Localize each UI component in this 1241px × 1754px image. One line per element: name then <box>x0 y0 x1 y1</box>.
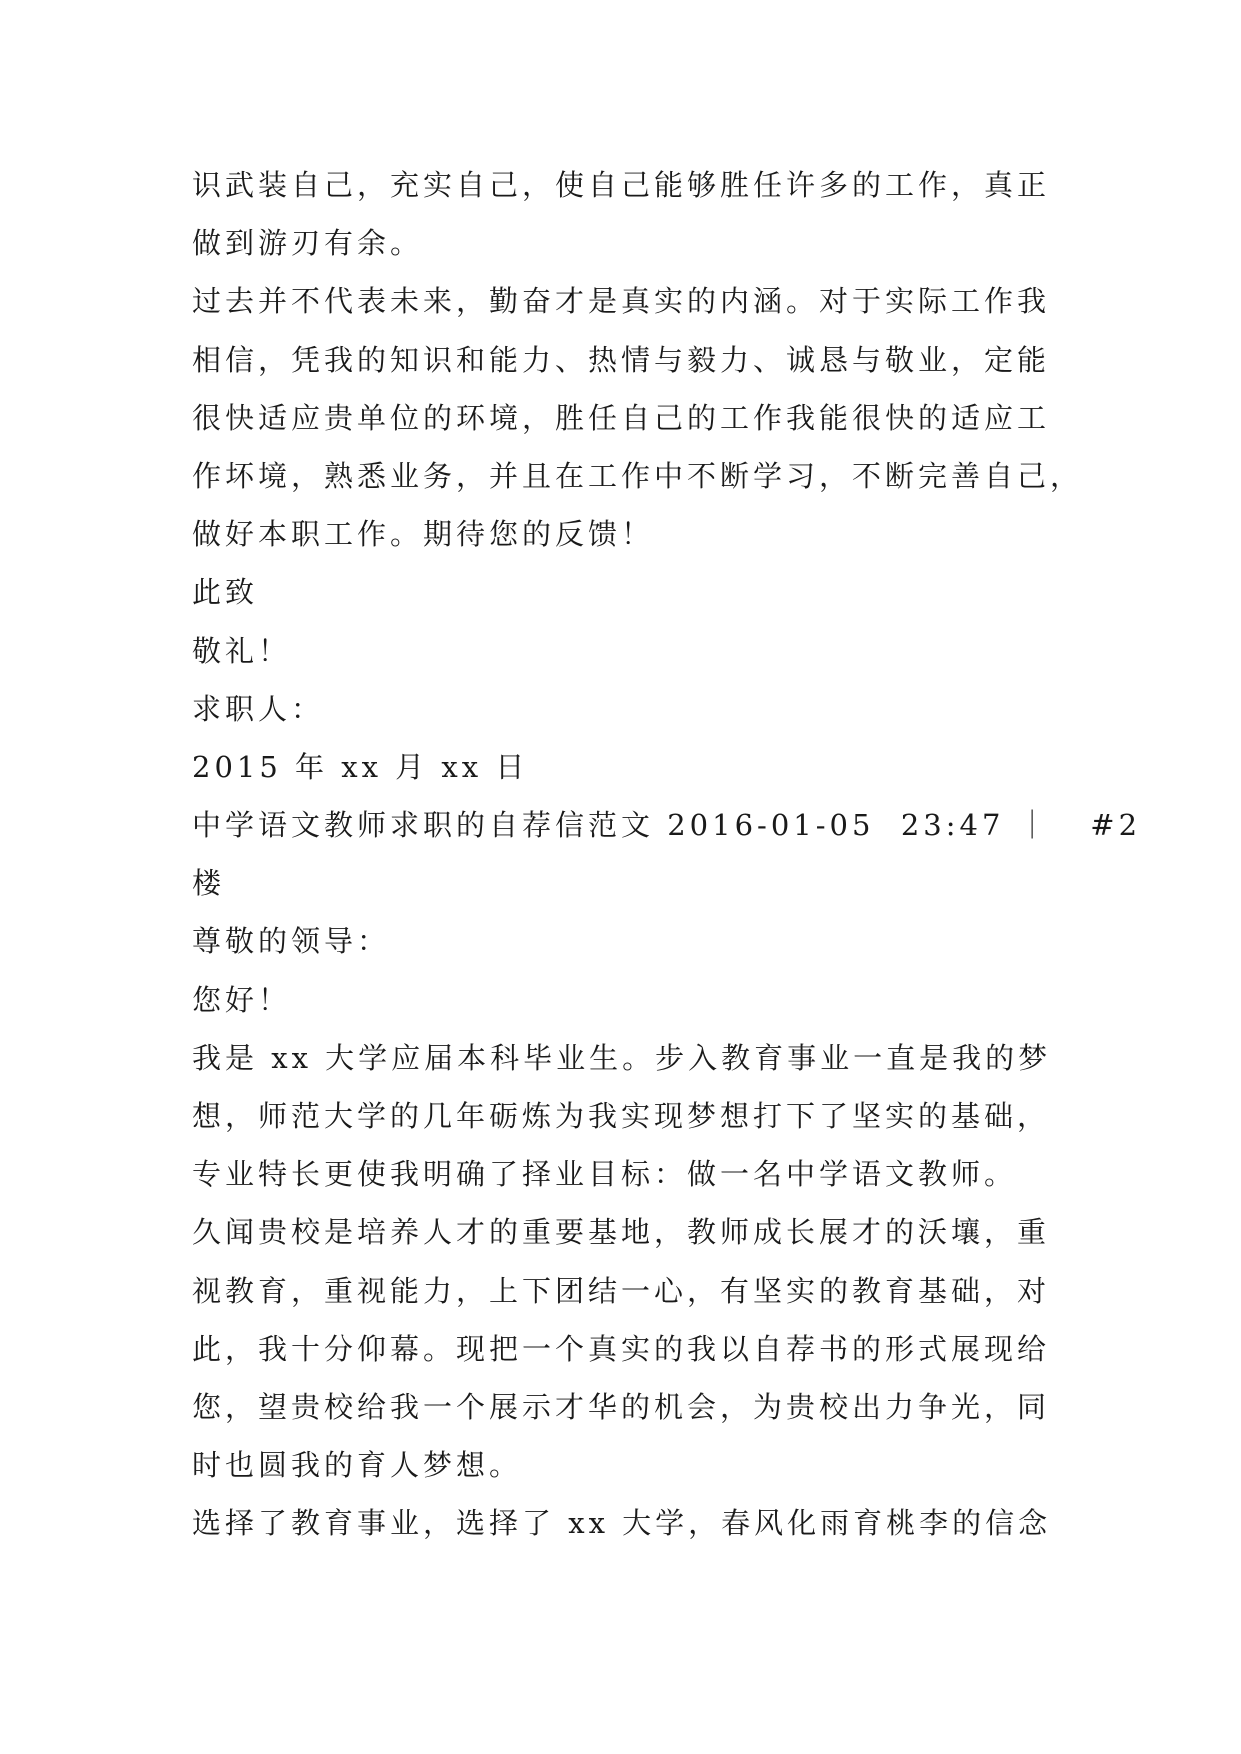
text-line: 久闻贵校是培养人才的重要基地，教师成长展才的沃壤，重 <box>192 1215 1051 1250</box>
text-line: 作坏境，熟悉业务，并且在工作中不断学习，不断完善自己， <box>192 458 1084 493</box>
text-line: 您，望贵校给我一个展示才华的机会，为贵校出力争光，同 <box>192 1389 1051 1424</box>
closing-regards: 敬礼！ <box>192 633 292 668</box>
text-line: 此，我十分仰幕。现把一个真实的我以自荐书的形式展现给 <box>192 1331 1051 1366</box>
letter-body <box>192 156 1142 1553</box>
text-line: 很快适应贵单位的环境，胜任自己的工作我能很快的适应工 <box>192 400 1051 435</box>
text-line: 视教育，重视能力，上下团结一心，有坚实的教育基础，对 <box>192 1273 1051 1308</box>
text-line: 过去并不代表未来，勤奋才是真实的内涵。对于实际工作我 <box>192 284 1051 319</box>
text-line: 选择了教育事业，选择了 xx 大学，春风化雨育桃李的信念 <box>192 1506 1052 1541</box>
text-line: 想，师范大学的几年砺炼为我实现梦想打下了坚实的基础， <box>192 1099 1051 1133</box>
post-heading-continued: 楼 <box>192 866 226 901</box>
text-line: 相信，凭我的知识和能力、热情与毅力、诚恳与敬业，定能 <box>192 342 1051 377</box>
greeting-hello: 您好！ <box>192 982 292 1017</box>
greeting: 尊敬的领导： <box>192 924 391 959</box>
text-line: 识武装自己，充实自己，使自己能够胜任许多的工作，真正 <box>192 168 1051 202</box>
text-line: 专业特长更使我明确了择业目标：做一名中学语文教师。 <box>192 1157 1018 1192</box>
text-line: 时也圆我的育人梦想。 <box>192 1448 523 1483</box>
letter-date: 2015 年 xx 月 xx 日 <box>192 749 529 784</box>
post-heading: 中学语文教师求职的自荐信范文 2016-01-05 23:47 ｜ #2 <box>192 808 1142 843</box>
text-line: 做到游刃有余。 <box>192 226 424 261</box>
text-line: 我是 xx 大学应届本科毕业生。步入教育事业一直是我的梦 <box>192 1040 1052 1075</box>
closing-salutation: 此致 <box>192 575 259 610</box>
text-line: 做好本职工作。期待您的反馈！ <box>192 517 655 552</box>
signature-label: 求职人： <box>192 691 325 726</box>
